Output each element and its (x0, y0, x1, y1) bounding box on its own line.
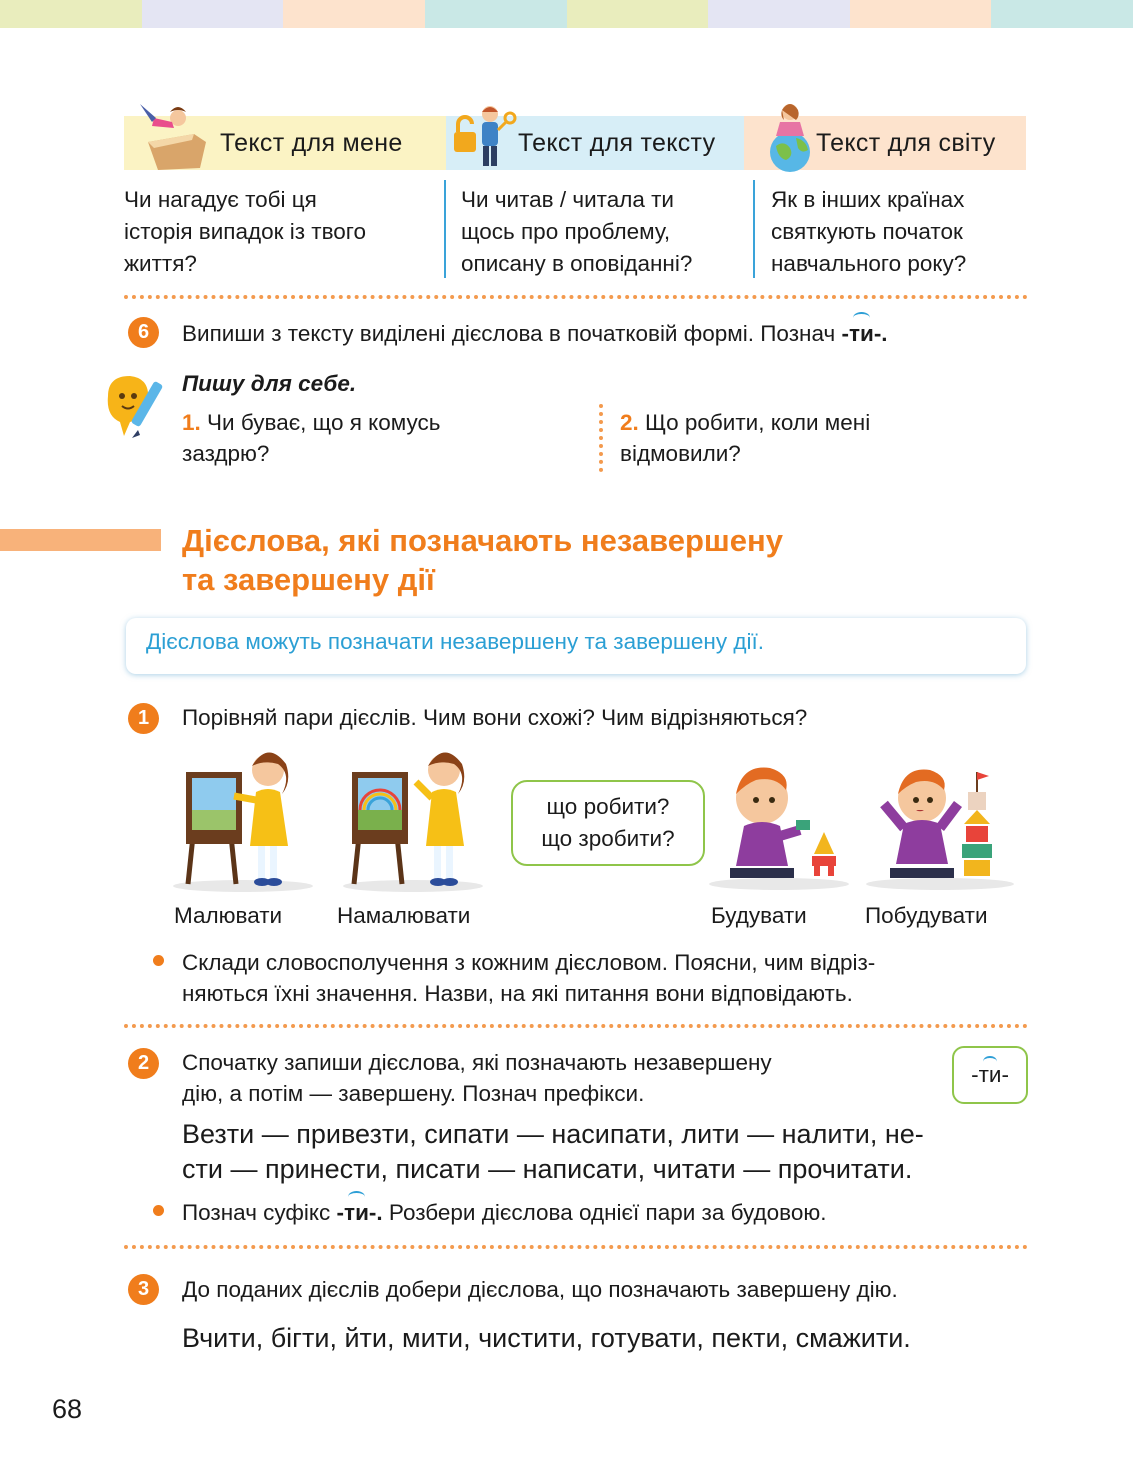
girl-on-globe-icon (758, 98, 824, 176)
girl-finished-painting-illustration (338, 748, 488, 894)
suffix-badge: - ти - (952, 1046, 1028, 1104)
task-number-badge: 3 (128, 1274, 159, 1305)
pencil-character-icon (98, 374, 168, 440)
task-number-badge: 6 (128, 317, 159, 348)
task-3-verbs: Вчити, бігти, йти, мити, чистити, готувати, пекти, смажити. (182, 1323, 911, 1353)
column-divider (444, 180, 446, 278)
dotted-divider (124, 1245, 1028, 1249)
task-1-text: Порівняй пари дієслів. Чим вони схожі? Чим відрізняються? (182, 705, 808, 730)
question-bubble: що робити? що зробити? (511, 780, 705, 866)
task-number-badge: 1 (128, 703, 159, 734)
write-for-self-item-2: 2. Що робити, коли мені відмовили? (620, 410, 871, 466)
task-2-bullet-text: Познач суфікс -ти-. Розбери дієслова однієї пари за будовою. (182, 1197, 1042, 1228)
question-text-for-me: Чи нагадує тобі ця історія випадок із твого життя? (124, 187, 367, 276)
task-6-text: Випиши з тексту виділені дієслова в початковій формі. Познач -ти-. (182, 318, 1042, 349)
tab-text-for-world (744, 116, 1026, 170)
caption-build: Будувати (711, 903, 807, 928)
dotted-vertical-divider (599, 404, 603, 472)
task-2-verbs: Везти — привезти, сипати — насипати, лити — налити, не- сти — принести, писати — написати, читати — прочитати. (182, 1119, 924, 1184)
boy-built-tower-illustration (860, 764, 1020, 894)
caption-drew: Намалювати (337, 903, 471, 928)
task-1-bullet-text: Склади словосполучення з кожним дієсловом. Поясни, чим відріз- няються їхні значення. Назви, на які питання вони відповідають. (182, 950, 876, 1006)
tab-label: Текст для світу (816, 128, 996, 157)
rule-text: Дієслова можуть позначати незавершену та завершену дії. (146, 629, 764, 654)
boy-building-illustration (704, 764, 854, 894)
section-title: Дієслова, які позначають незавершену та завершену дії (182, 523, 783, 597)
caption-built: Побудувати (865, 903, 988, 928)
girl-on-book-icon (134, 98, 214, 172)
suffix-ti: ти (849, 318, 874, 349)
rule-box (126, 618, 1026, 674)
question-text-for-world: Як в інших країнах святкують початок навчального року? (771, 187, 967, 276)
task-2-text: Спочатку запиши дієслова, які позначають незавершену дію, а потім — завершену. Познач префікси. (182, 1050, 772, 1106)
top-color-strip (0, 0, 1133, 28)
dotted-divider (124, 295, 1028, 299)
dotted-divider (124, 1024, 1028, 1028)
question-text-for-text: Чи читав / читала ти щось про проблему, описану в оповіданні? (461, 187, 693, 276)
column-divider (753, 180, 755, 278)
boy-with-key-icon (448, 100, 528, 172)
tab-label: Текст для мене (220, 128, 403, 157)
tab-label: Текст для тексту (518, 128, 716, 157)
tab-text-for-text (446, 116, 744, 170)
bullet-dot (153, 1205, 164, 1216)
page-number: 68 (52, 1394, 83, 1424)
task-number-badge: 2 (128, 1048, 159, 1079)
tab-text-for-me (124, 116, 446, 170)
girl-painting-illustration (168, 748, 318, 894)
bullet-dot (153, 955, 164, 966)
write-for-self-title: Пишу для себе. (182, 371, 357, 396)
section-marker-bar (0, 529, 161, 551)
write-for-self-item-1: 1. Чи буває, що я комусь заздрю? (182, 410, 441, 466)
task-3-text: До поданих дієслів добери дієслова, що позначають завершену дію. (182, 1277, 898, 1302)
caption-draw: Малювати (174, 903, 283, 928)
